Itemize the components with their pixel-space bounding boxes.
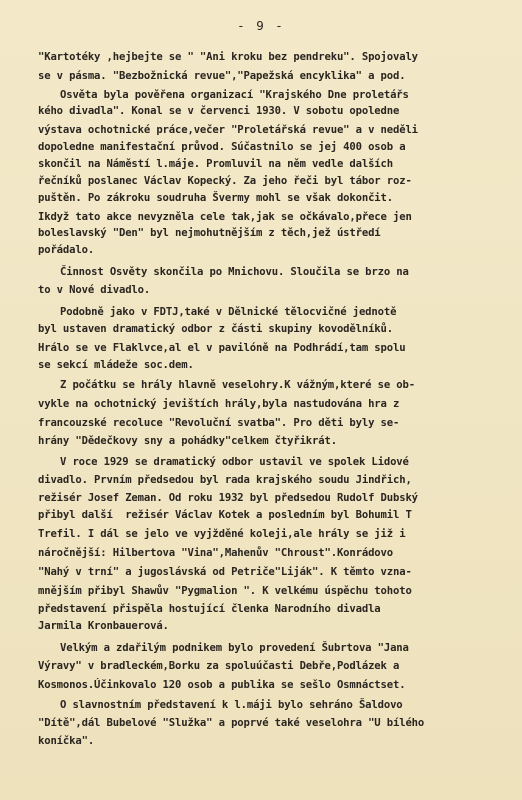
text-line: Osvěta byla pověřena organizací "Krajského Dne proletářs	[60, 89, 409, 101]
text-line: "Dítě",dál Bubelové "Služka" a poprvé také veselohra "U bílého	[38, 717, 425, 729]
text-line: V roce 1929 se dramatický odbor ustavil ve spolek Lidové	[60, 456, 409, 468]
text-line: náročnější: Hilbertova "Vina",Mahenův "Chroust".Konrádovo	[38, 547, 393, 559]
text-line: Jarmila Kronbauerová.	[38, 620, 169, 632]
text-line: Velkým a zdařilým podnikem bylo provedení Šubrtova "Jana	[60, 642, 409, 654]
page-number: - 9 -	[237, 18, 285, 33]
text-line: "Kartotéky ,hejbejte se " "Ani kroku bez pendreku". Spojovaly	[38, 51, 418, 63]
text-line: přibyl další režisér Václav Kotek a posledním byl Bohumil T	[38, 509, 412, 521]
text-line: pořádalo.	[38, 244, 95, 256]
text-line: puštěn. Po zákroku soudruha Švermy mohl se však dokončit.	[38, 192, 393, 204]
text-line: divadlo. Prvním předsedou byl rada krajského soudu Jindřich,	[38, 474, 412, 486]
text-line: koníčka".	[38, 735, 95, 747]
text-line: vykle na ochotnický jevištích hrály,byla nastudována hra z	[38, 398, 400, 410]
text-line: řečníků poslanec Václav Kopecký. Za jeho řeči byl tábor roz-	[38, 175, 412, 187]
text-line: Podobně jako v FDTJ,také v Dělnické tělocvičné jednotě	[60, 306, 397, 318]
text-line: výstava ochotnické práce,večer "Proletářská revue" a v neděli	[38, 124, 418, 136]
text-line: Trefil. I dál se jelo ve vyjžděné koleji,ale hrály se již i	[38, 528, 406, 540]
text-line: Ikdyž tato akce nevyzněla cele tak,jak se očkávalo,přece jen	[38, 211, 412, 223]
text-line: Z počátku se hrály hlavně veselohry.K vážným,které se ob-	[60, 379, 415, 391]
text-line: dopoledne manifestační průvod. Súčastnilo se jej 400 osob a	[38, 141, 406, 153]
text-line: mnějším přibyl Shawův "Pygmalion ". K velkému úspěchu tohoto	[38, 585, 412, 597]
text-line: se v pásma. "Bezbožnická revue","Papežská encyklika" a pod.	[38, 70, 406, 82]
text-line: Kosmonos.Účinkovalo 120 osob a publika se sešlo Osmnáctset.	[38, 679, 406, 691]
text-line: to v Nové divadlo.	[38, 284, 151, 296]
text-line: se sekcí mládeže soc.dem.	[38, 359, 194, 371]
text-line: Hrálo se ve Flaklvce,al el v pavilóně na Podhrádí,tam spolu	[38, 342, 406, 354]
text-line: "Nahý v trní" a jugoslávská od Petriče"Liják". K těmto vzna-	[38, 566, 412, 578]
text-line: hrány "Dědečkovy sny a pohádky"celkem čtyřikrát.	[38, 435, 337, 447]
text-line: skončil na Náměstí l.máje. Promluvil na něm vedle dalších	[38, 158, 393, 170]
text-line: představení přispěla hostující členka Narodního divadla	[38, 603, 381, 615]
text-line: režisér Josef Zeman. Od roku 1932 byl předsedou Rudolf Dubský	[38, 492, 418, 504]
text-line: byl ustaven dramatický odbor z části skupiny kovodělníků.	[38, 323, 393, 335]
text-line: O slavnostním představení k l.máji bylo sehráno Šaldovo	[60, 699, 403, 711]
text-line: boleslavský "Den" byl nejmohutnějším z těch,jež ústředí	[38, 227, 381, 239]
text-line: francouzské recoluce "Revoluční svatba". Pro děti byly se-	[38, 417, 400, 429]
text-line: Činnost Osvěty skončila po Mnichovu. Sloučila se brzo na	[60, 266, 409, 278]
text-line: kého divadla". Konal se v červenci 1930. V sobotu opoledne	[38, 105, 400, 117]
text-line: Výravy" v bradleckém,Borku za spoluúčasti Debře,Podlázek a	[38, 660, 400, 672]
